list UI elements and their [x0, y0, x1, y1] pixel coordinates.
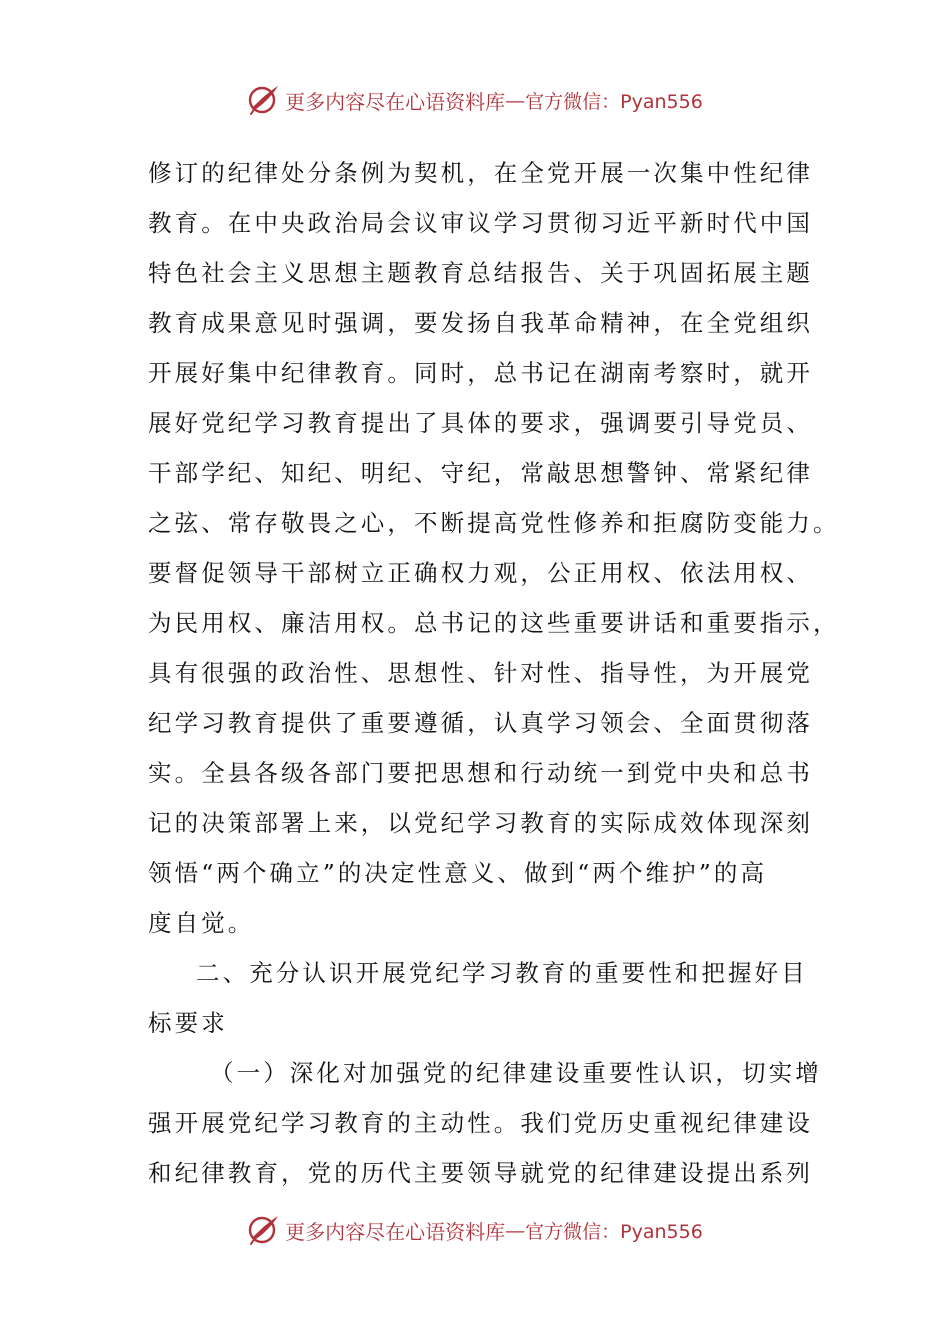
paragraph-line: 强开展党纪学习教育的主动性。我们党历史重视纪律建设 [148, 1109, 813, 1137]
paragraph-line: 之弦、常存敬畏之心，不断提高党性修养和拒腐防变能力。 [148, 509, 840, 537]
footer-watermark-banner [0, 1210, 950, 1250]
footer-library-text: 更多内容尽在心语资料库 [285, 1219, 506, 1244]
paragraph-line: 要督促领导干部树立正确权力观，公正用权、依法用权、 [148, 559, 813, 587]
paragraph-line: 修订的纪律处分条例为契机，在全党开展一次集中性纪律 [148, 159, 813, 187]
document-body [148, 148, 840, 1198]
subsection-heading: （一）深化对加强党的纪律建设重要性认识，切实增 [210, 1059, 822, 1087]
paragraph-line: 领悟“两个确立”的决定性意义、做到“两个维护”的高 [148, 859, 768, 887]
paragraph-line: 教育。在中央政治局会议审议学习贯彻习近平新时代中国 [148, 209, 813, 237]
footer-dash: — [505, 1218, 526, 1242]
quill-pen-logo-icon [247, 1213, 281, 1247]
paragraph-line: 度自觉。 [148, 909, 255, 937]
paragraph-line: 展好党纪学习教育提出了具体的要求，强调要引导党员、 [148, 409, 813, 437]
paragraph-line: 实。全县各级各部门要把思想和行动统一到党中央和总书 [148, 759, 813, 787]
paragraph-line: 和纪律教育，党的历代主要领导就党的纪律建设提出系列 [148, 1159, 813, 1187]
quill-pen-logo-icon [247, 83, 281, 117]
header-dash: — [505, 88, 526, 112]
paragraph-line: 特色社会主义思想主题教育总结报告、关于巩固拓展主题 [148, 259, 813, 287]
header-wechat-text: 官方微信：Pyan556 [525, 90, 703, 113]
paragraph-line: 具有很强的政治性、思想性、针对性、指导性，为开展党 [148, 659, 813, 687]
section-heading: 二、充分认识开展党纪学习教育的重要性和把握好目 [196, 959, 808, 987]
paragraph-line: 教育成果意见时强调，要发扬自我革命精神，在全党组织 [148, 309, 813, 337]
section-heading-continued: 标要求 [148, 1009, 228, 1037]
paragraph-line: 开展好集中纪律教育。同时，总书记在湖南考察时，就开 [148, 359, 813, 387]
paragraph-line: 纪学习教育提供了重要遵循，认真学习领会、全面贯彻落 [148, 709, 813, 737]
header-watermark-banner [0, 80, 950, 120]
paragraph-line: 为民用权、廉洁用权。总书记的这些重要讲话和重要指示， [148, 609, 840, 637]
paragraph-line: 记的决策部署上来，以党纪学习教育的实际成效体现深刻 [148, 809, 813, 837]
footer-wechat-text: 官方微信：Pyan556 [525, 1220, 703, 1243]
header-library-text: 更多内容尽在心语资料库 [285, 89, 506, 114]
paragraph-line: 干部学纪、知纪、明纪、守纪，常敲思想警钟、常紧纪律 [148, 459, 813, 487]
